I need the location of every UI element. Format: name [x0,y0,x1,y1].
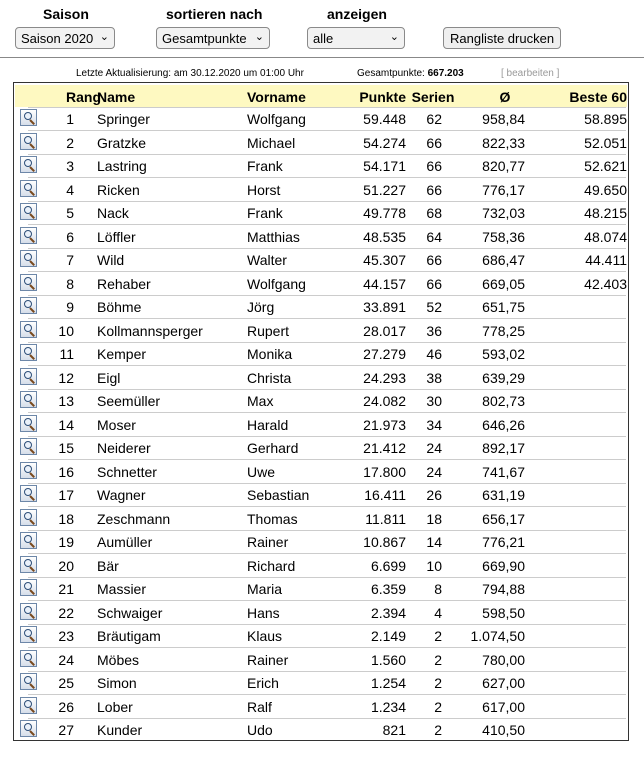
average-cell: 958,84 [482,111,525,127]
firstname-cell: Michael [247,134,296,151]
name-cell: Bär [97,557,119,574]
table-row [15,178,627,200]
chevron-down-icon: ⌄ [389,31,399,43]
name-cell: Bräutigam [97,628,161,644]
name-cell: Aumüller [97,534,153,550]
average-cell: 794,88 [482,581,525,597]
table-row [15,695,627,717]
rank-cell: 10 [58,322,74,339]
name-cell: Wild [97,252,125,268]
magnifier-icon[interactable] [20,485,37,502]
name-cell: Massier [97,581,147,597]
firstname-cell: Uwe [247,463,276,480]
best60-cell: 44.411 [585,252,627,268]
points-cell: 51.227 [363,181,406,198]
magnifier-icon[interactable] [20,626,37,643]
magnifier-icon[interactable] [20,579,37,596]
table-row [15,272,627,294]
best60-cell: 48.215 [584,205,627,221]
series-cell: 66 [426,181,442,198]
magnifier-icon[interactable] [20,368,37,385]
best60-cell: 52.621 [584,158,627,174]
series-cell: 26 [426,487,442,503]
average-cell: 686,47 [482,252,525,268]
table-row [15,319,627,341]
best60-cell: 58.895 [584,111,627,127]
name-cell: Rehaber [97,275,151,292]
rank-cell: 16 [58,463,74,480]
table-row [15,601,627,623]
total-points-value: 667.203 [427,68,464,79]
firstname-cell: Max [247,393,274,409]
average-cell: 741,67 [482,463,525,480]
rank-cell: 22 [58,604,74,621]
chevron-down-icon: ⌄ [254,31,264,43]
magnifier-icon[interactable] [20,180,37,197]
firstname-cell: Klaus [247,628,283,644]
rank-cell: 17 [58,487,74,503]
rank-cell: 27 [58,722,74,738]
firstname-cell: Monika [247,346,293,362]
table-row [15,483,627,505]
header-rank: Rang [66,89,101,105]
average-cell: 778,25 [482,322,525,339]
points-cell: 21.973 [363,416,406,433]
firstname-cell: Rainer [247,651,289,668]
name-cell: Neiderer [97,440,151,456]
table-row [15,648,627,670]
series-cell: 2 [434,675,442,691]
table-row [15,107,627,129]
points-cell: 2.394 [370,604,406,621]
magnifier-icon[interactable] [20,203,37,220]
points-cell: 33.891 [363,299,406,315]
rank-cell: 2 [66,134,74,151]
rank-cell: 12 [58,369,74,386]
magnifier-icon[interactable] [20,415,37,432]
table-row [15,342,627,364]
points-cell: 1.234 [370,698,406,715]
name-cell: Kunder [97,722,143,738]
points-cell: 48.535 [363,228,406,245]
season-select-value: Saison 2020 [21,31,94,46]
series-cell: 18 [426,510,442,527]
magnifier-icon[interactable] [20,462,37,479]
magnifier-icon[interactable] [20,250,37,267]
show-select-value: alle [313,31,334,46]
show-select[interactable] [307,27,405,49]
table-row [15,436,627,458]
firstname-cell: Wolfgang [247,111,306,127]
magnifier-icon[interactable] [20,274,37,291]
best60-cell: 42.403 [584,275,627,292]
name-cell: Kollmannsperger [97,322,203,339]
rank-cell: 25 [58,675,74,691]
points-cell: 45.307 [363,252,406,268]
firstname-cell: Christa [247,369,292,386]
magnifier-icon[interactable] [20,344,37,361]
rank-cell: 5 [66,205,74,221]
rank-cell: 14 [58,416,74,433]
magnifier-icon[interactable] [20,227,37,244]
rank-cell: 11 [59,346,74,362]
average-cell: 802,73 [482,393,525,409]
series-cell: 10 [426,557,442,574]
table-row [15,554,627,576]
name-cell: Böhme [97,299,142,315]
points-cell: 24.293 [363,369,406,386]
best60-cell: 49.650 [584,181,627,198]
table-row [15,577,627,599]
table-row [15,671,627,693]
firstname-cell: Horst [247,181,281,198]
series-cell: 30 [426,393,442,409]
firstname-cell: Erich [247,675,279,691]
firstname-cell: Ralf [247,698,272,715]
points-cell: 6.699 [370,557,406,574]
average-cell: 892,17 [482,440,525,456]
average-cell: 669,05 [482,275,525,292]
ranking-table [13,82,629,741]
series-cell: 36 [426,322,442,339]
average-cell: 631,19 [482,487,525,503]
firstname-cell: Walter [247,252,287,268]
series-cell: 24 [426,440,442,456]
magnifier-icon[interactable] [20,697,37,714]
table-row [15,248,627,270]
average-cell: 617,00 [482,698,525,715]
points-cell: 16.411 [364,487,406,503]
season-select[interactable] [15,27,115,49]
rank-cell: 23 [58,628,74,644]
name-cell: Gratzke [97,134,147,151]
total-points [357,68,464,79]
firstname-cell: Hans [247,604,280,621]
total-points-label: Gesamtpunkte: [357,68,425,79]
firstname-cell: Frank [247,158,283,174]
series-cell: 46 [426,346,442,362]
points-cell: 49.778 [363,205,406,221]
rank-cell: 1 [66,111,74,127]
points-cell: 10.867 [363,534,406,550]
name-cell: Lastring [97,158,147,174]
firstname-cell: Richard [247,557,296,574]
points-cell: 2.149 [370,628,406,644]
rank-cell: 18 [58,510,74,527]
rank-cell: 3 [66,158,74,174]
series-cell: 66 [426,158,442,174]
header-best60: Beste 60 [569,89,627,105]
series-cell: 8 [434,581,442,597]
print-ranking-button[interactable]: Rangliste drucken [443,27,561,49]
firstname-cell: Harald [247,416,289,433]
magnifier-icon[interactable] [20,156,37,173]
header-average: Ø [499,89,511,105]
series-cell: 62 [426,111,442,127]
rank-cell: 7 [66,252,74,268]
average-cell: 732,03 [482,205,525,221]
average-cell: 776,21 [482,534,525,550]
series-cell: 2 [434,628,442,644]
show-label: anzeigen [327,6,387,22]
table-row [15,624,627,646]
rank-cell: 13 [58,393,74,409]
series-cell: 2 [434,722,442,738]
firstname-cell: Maria [247,581,283,597]
name-cell: Ricken [97,181,140,198]
top-divider [0,57,644,58]
table-row [15,413,627,435]
series-cell: 24 [426,463,442,480]
magnifier-icon[interactable] [20,720,37,737]
name-cell: Nack [97,205,129,221]
points-cell: 44.157 [363,275,406,292]
magnifier-icon[interactable] [20,297,37,314]
sort-select[interactable] [156,27,270,49]
magnifier-icon[interactable] [20,109,37,126]
magnifier-icon[interactable] [20,438,37,455]
last-update-label: Letzte Aktualisierung: [76,68,172,79]
rank-cell: 15 [58,440,74,456]
header-name: Name [97,89,136,105]
rank-cell: 9 [66,299,74,315]
magnifier-icon[interactable] [20,391,37,408]
points-cell: 11.811 [365,510,406,527]
average-cell: 780,00 [482,651,525,668]
name-cell: Moser [97,416,136,433]
rank-cell: 20 [58,557,74,574]
average-cell: 410,50 [482,722,525,738]
firstname-cell: Thomas [247,510,298,527]
magnifier-icon[interactable] [20,603,37,620]
table-row [15,154,627,176]
sort-label: sortieren nach [166,6,263,22]
average-cell: 1.074,50 [470,628,525,644]
points-cell: 24.082 [363,393,406,409]
magnifier-icon[interactable] [20,556,37,573]
firstname-cell: Gerhard [247,440,299,456]
name-cell: Seemüller [97,393,161,409]
table-row [15,460,627,482]
chevron-down-icon: ⌄ [99,31,109,43]
magnifier-icon[interactable] [20,321,37,338]
table-row [15,225,627,247]
table-row [15,295,627,317]
magnifier-icon[interactable] [20,532,37,549]
edit-link[interactable]: [ bearbeiten ] [501,68,560,79]
series-cell: 64 [426,228,442,245]
table-header [15,85,627,107]
average-cell: 758,36 [482,228,525,245]
firstname-cell: Sebastian [247,487,310,503]
points-cell: 28.017 [363,322,406,339]
magnifier-icon[interactable] [20,650,37,667]
firstname-cell: Udo [247,722,273,738]
series-cell: 52 [426,299,442,315]
average-cell: 598,50 [482,604,525,621]
name-cell: Eigl [97,369,121,386]
table-row [15,201,627,223]
best60-cell: 52.051 [584,134,627,151]
average-cell: 651,75 [482,299,525,315]
rank-cell: 21 [58,581,74,597]
filter-controls [0,0,644,56]
name-cell: Löffler [97,228,136,245]
series-cell: 14 [426,534,442,550]
series-cell: 68 [426,205,442,221]
best60-cell: 48.074 [584,228,627,245]
points-cell: 821 [382,722,406,738]
rank-cell: 4 [66,181,74,198]
name-cell: Simon [97,675,137,691]
points-cell: 1.560 [370,651,406,668]
series-cell: 38 [426,369,442,386]
magnifier-icon[interactable] [20,133,37,150]
average-cell: 820,77 [482,158,525,174]
points-cell: 54.274 [363,134,406,151]
average-cell: 669,90 [482,557,525,574]
series-cell: 2 [434,651,442,668]
average-cell: 656,17 [482,510,525,527]
rank-cell: 6 [66,228,74,245]
table-row [15,507,627,529]
name-cell: Springer [97,111,150,127]
table-row [15,389,627,411]
rank-cell: 26 [58,698,74,715]
firstname-cell: Rupert [247,322,290,339]
points-cell: 6.359 [370,581,406,597]
series-cell: 66 [426,275,442,292]
average-cell: 646,26 [482,416,525,433]
season-label: Saison [43,6,89,22]
average-cell: 627,00 [482,675,525,691]
series-cell: 66 [426,134,442,151]
header-firstname: Vorname [247,89,306,105]
name-cell: Zeschmann [97,510,171,527]
name-cell: Schnetter [97,463,157,480]
name-cell: Möbes [97,651,140,668]
rank-cell: 8 [66,275,74,292]
rank-cell: 24 [58,651,74,668]
average-cell: 822,33 [482,134,525,151]
sort-select-value: Gesamtpunkte [162,31,247,46]
header-points: Punkte [359,89,406,105]
points-cell: 1.254 [370,675,406,691]
name-cell: Kemper [97,346,147,362]
table-row [15,530,627,552]
last-update-value: am 30.12.2020 um 01:00 Uhr [173,68,304,79]
table-row [15,718,627,740]
points-cell: 27.279 [363,346,406,362]
series-cell: 34 [426,416,442,433]
points-cell: 21.412 [363,440,406,456]
points-cell: 54.171 [363,158,406,174]
firstname-cell: Jörg [247,299,275,315]
firstname-cell: Wolfgang [247,275,306,292]
name-cell: Lober [97,698,133,715]
last-update [76,68,304,79]
points-cell: 59.448 [363,111,406,127]
firstname-cell: Rainer [247,534,289,550]
series-cell: 2 [434,698,442,715]
rank-cell: 19 [58,534,74,550]
average-cell: 639,29 [482,369,525,386]
header-series: Serien [411,89,455,105]
magnifier-icon[interactable] [20,673,37,690]
series-cell: 66 [426,252,442,268]
name-cell: Schwaiger [97,604,163,621]
firstname-cell: Frank [247,205,283,221]
table-row [15,366,627,388]
table-row [15,131,627,153]
average-cell: 593,02 [482,346,525,362]
average-cell: 776,17 [482,181,525,198]
name-cell: Wagner [97,487,146,503]
magnifier-icon[interactable] [20,509,37,526]
firstname-cell: Matthias [247,228,300,245]
series-cell: 4 [434,604,442,621]
points-cell: 17.800 [363,463,406,480]
